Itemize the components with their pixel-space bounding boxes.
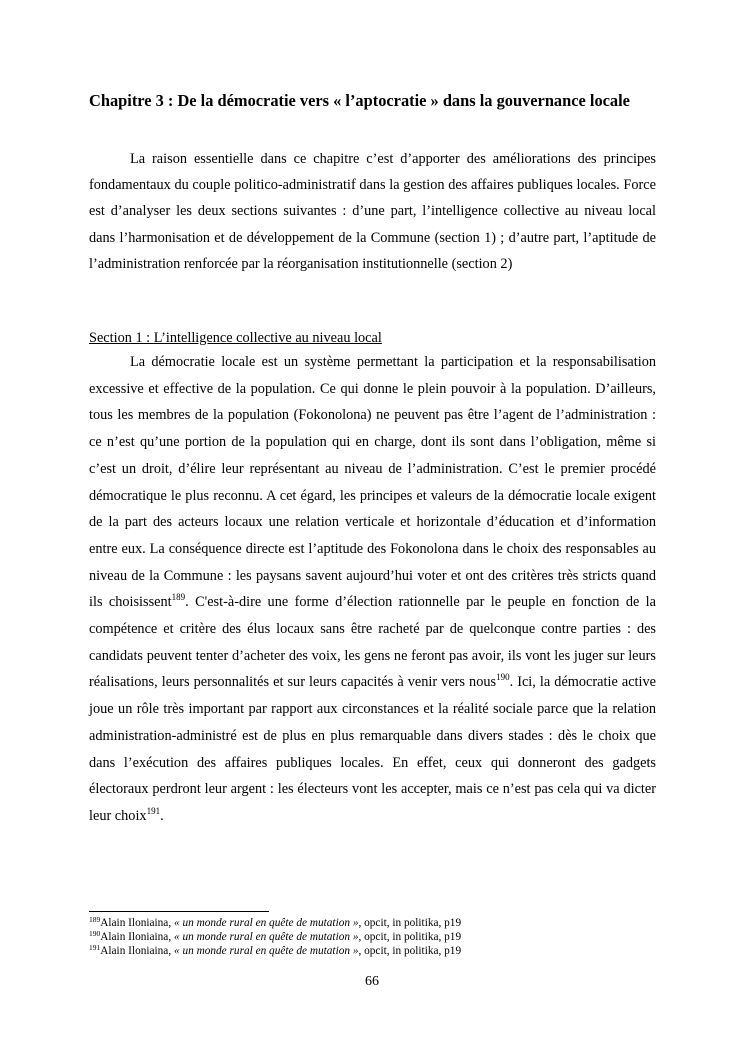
footnote-source: , opcit, in politika, p19 bbox=[358, 945, 462, 957]
footnote-ref-189[interactable]: 189 bbox=[171, 592, 186, 603]
footnote-title: « un monde rural en quête de mutation » bbox=[173, 931, 359, 943]
footnote-191 bbox=[89, 944, 689, 958]
footnote-source: , opcit, in politika, p19 bbox=[358, 931, 462, 943]
footnote-ref-191[interactable]: 191 bbox=[146, 805, 161, 816]
footnote-number: 191 bbox=[89, 943, 101, 952]
chapter-title: Chapitre 3 : De la démocratie vers « l’aptocratie » dans la gouvernance locale bbox=[89, 91, 630, 110]
page-number: 66 bbox=[365, 974, 379, 989]
footnote-source: , opcit, in politika, p19 bbox=[358, 917, 462, 929]
paragraph-text-2: . C'est-à-dire une forme d’élection rationnelle par le peuple en fonction de la compétence et critère des élus locaux sans être racheté par de quelconque contre parties : des candidats peuvent tenter d’acheter des voix, les gens ne feront pas avoir, ils vont les juger sur leurs réalisations, leurs personnalités et sur leurs capacités à venir vers nous bbox=[89, 594, 657, 691]
footnote-189 bbox=[89, 916, 689, 930]
footnotes bbox=[89, 916, 689, 958]
footnote-number: 189 bbox=[89, 915, 101, 924]
paragraph-text-4: . bbox=[160, 807, 164, 824]
footnote-ref-190[interactable]: 190 bbox=[496, 672, 510, 683]
paragraph-text-3: . Ici, la démocratie active joue un rôle très important par rapport aux circonstances et la réalité sociale parce que la relation administration-administré est de plus en plus remarquable dans divers stades : dès le choix que dans l’exécution des affaires publiques locales. En effet, ceux qui donneront des gadgets électoraux perdront leur argent : les électeurs vont les accepter, mais ce n’est pas cela qui va dicter leur choix bbox=[89, 674, 656, 824]
footnote-separator bbox=[89, 911, 269, 912]
footnote-title: « un monde rural en quête de mutation » bbox=[173, 945, 359, 957]
footnote-author: Alain Iloniaina, bbox=[100, 931, 174, 943]
footnote-number: 190 bbox=[89, 929, 101, 938]
footnote-190 bbox=[89, 930, 689, 944]
footnote-author: Alain Iloniaina, bbox=[100, 945, 174, 957]
section-heading: Section 1 : L’intelligence collective au niveau local bbox=[89, 330, 382, 346]
section-paragraph bbox=[89, 349, 656, 830]
footnote-author: Alain Iloniaina, bbox=[100, 917, 174, 929]
footnote-title: « un monde rural en quête de mutation » bbox=[173, 917, 359, 929]
intro-paragraph: La raison essentielle dans ce chapitre c’est d’apporter des améliorations des principes fondamentaux du couple politico-administratif dans la gestion des affaires publiques locales. Force est d’analyser les deux sections suivantes : d’une part, l’intelligence collective au niveau local dans l’harmonisation et de développement de la Commune (section 1) ; d’autre part, l’aptitude de l’administration renforcée par la réorganisation institutionnelle (section 2) bbox=[89, 151, 656, 272]
paragraph-text-1: La démocratie locale est un système permettant la participation et la responsabilisation excessive et effective de la population. Ce qui donne le plein pouvoir à la population. D’ailleurs, tous les membres de la population (Fokonolona) ne peuvent pas être l’agent de l’administration : ce n’est qu’une portion de la population qui en charge, dont ils sont dans l’obligation, même si c’est un droit, d’élire leur représentant au niveau de l’administration. C’est le premier procédé démocratique le plus reconnu. A cet égard, les principes et valeurs de la démocratie locale exigent de la part des acteurs locaux une relation verticale et horizontale d’éducation et d’information entre eux. La conséquence directe est l’aptitude des Fokonolona dans le choix des responsables au niveau de la Commune : les paysans savent aujourd’hui voter et ont des critères très stricts quand ils choisissent bbox=[89, 354, 656, 611]
